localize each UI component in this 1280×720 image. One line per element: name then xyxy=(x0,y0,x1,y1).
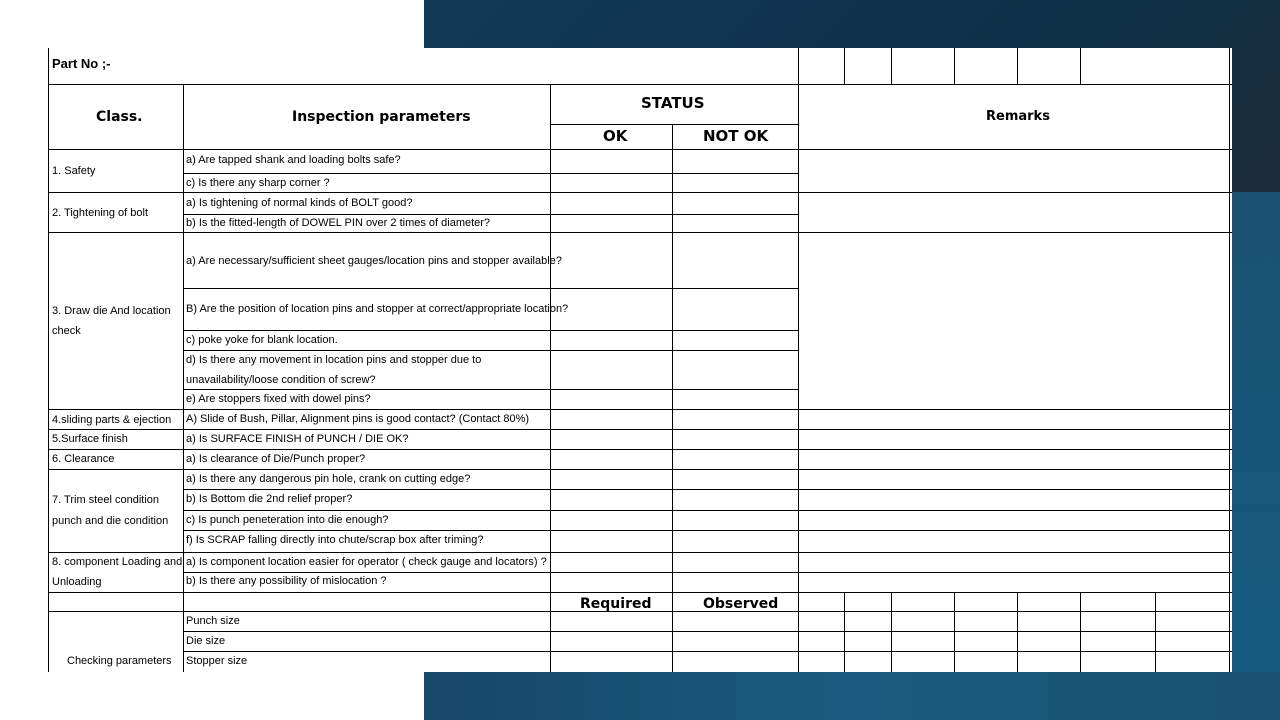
class-component-loading-line2: Unloading xyxy=(52,576,102,588)
header-remarks: Remarks xyxy=(986,109,1050,124)
param-7b: b) Is Bottom die 2nd relief proper? xyxy=(186,493,353,505)
param-2a: a) Is tightening of normal kinds of BOLT good? xyxy=(186,197,413,209)
param-6a: a) Is clearance of Die/Punch proper? xyxy=(186,453,366,465)
class-trim-steel-line1: 7. Trim steel condition xyxy=(52,494,159,506)
header-status: STATUS xyxy=(641,94,705,112)
class-checking-parameters: Checking parameters xyxy=(67,655,172,667)
param-3e: e) Are stoppers fixed with dowel pins? xyxy=(186,393,371,405)
class-trim-steel-line2: punch and die condition xyxy=(52,515,169,527)
param-punch-size: Punch size xyxy=(186,615,240,627)
param-3d-line2: unavailability/loose condition of screw? xyxy=(186,374,376,386)
header-observed: Observed xyxy=(703,596,779,612)
class-draw-die-line1: 3. Draw die And location xyxy=(52,305,171,317)
param-8b: b) Is there any possibility of mislocation ? xyxy=(186,575,387,587)
param-4a: A) Slide of Bush, Pillar, Alignment pins is good contact? (Contact 80%) xyxy=(186,413,530,425)
param-3c: c) poke yoke for blank location. xyxy=(186,334,338,346)
header-required: Required xyxy=(580,596,652,612)
param-3a: a) Are necessary/sufficient sheet gauges/location pins and stopper available? xyxy=(186,255,562,267)
param-stopper-size: Stopper size xyxy=(186,655,248,667)
inspection-sheet xyxy=(48,48,1232,672)
header-ok: OK xyxy=(603,127,628,145)
class-surface-finish: 5.Surface finish xyxy=(52,433,128,445)
class-draw-die-line2: check xyxy=(52,325,81,337)
param-die-size: Die size xyxy=(186,635,226,647)
class-sliding-parts: 4.sliding parts & ejection xyxy=(52,414,172,426)
param-7f: f) Is SCRAP falling directly into chute/scrap box after triming? xyxy=(186,534,484,546)
param-8a: a) Is component location easier for operator ( check gauge and locators) ? xyxy=(186,556,547,568)
param-2b: b) Is the fitted-length of DOWEL PIN over 2 times of diameter? xyxy=(186,217,491,229)
param-7a: a) Is there any dangerous pin hole, crank on cutting edge? xyxy=(186,473,471,485)
header-not-ok: NOT OK xyxy=(703,127,769,145)
background-right-strip xyxy=(1232,192,1280,672)
background-bottom-band xyxy=(424,672,1280,720)
param-5a: a) Is SURFACE FINISH of PUNCH / DIE OK? xyxy=(186,433,409,445)
class-component-loading-line1: 8. component Loading and xyxy=(52,556,183,568)
class-safety: 1. Safety xyxy=(52,165,96,177)
header-class: Class. xyxy=(96,109,143,125)
class-tightening-of-bolt: 2. Tightening of bolt xyxy=(52,207,149,219)
param-1a: a) Are tapped shank and loading bolts safe? xyxy=(186,154,401,166)
param-7c: c) Is punch peneteration into die enough? xyxy=(186,514,389,526)
class-clearance: 6. Clearance xyxy=(52,453,115,465)
param-3b: B) Are the position of location pins and stopper at correct/appropriate location? xyxy=(186,303,569,315)
part-no-label: Part No ;- xyxy=(52,56,111,71)
param-1c: c) Is there any sharp corner ? xyxy=(186,177,330,189)
header-inspection-parameters: Inspection parameters xyxy=(292,109,471,125)
param-3d-line1: d) Is there any movement in location pins and stopper due to xyxy=(186,354,482,366)
